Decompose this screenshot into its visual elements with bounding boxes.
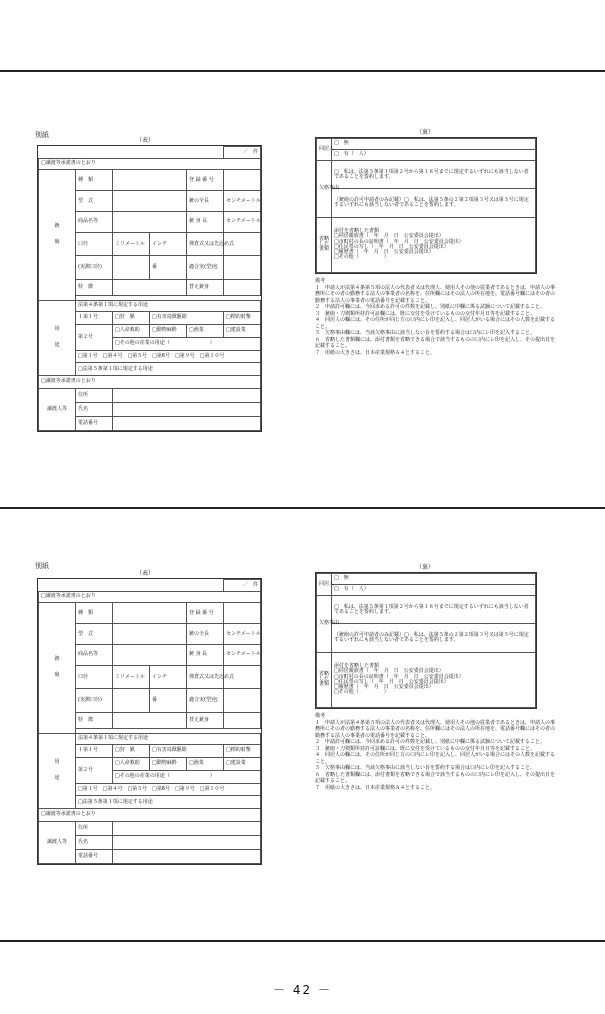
cell-mech: 弾倉式又は先込め式 xyxy=(187,233,224,256)
cell-gauge: 番 xyxy=(150,689,187,712)
use-header: 法第４条第１項に規定する用途 xyxy=(76,733,261,745)
use-header: 法第４条第１項に規定する用途 xyxy=(76,300,261,312)
use-rescue: □人命救助 xyxy=(113,324,150,337)
party-label: 譲渡人等 xyxy=(39,388,76,430)
use-anesthesia: □動物麻酔 xyxy=(150,757,187,770)
cell-repl: 替え銃身 xyxy=(187,279,224,295)
use-law: □法第５条第１項に規定する用途 xyxy=(76,363,261,376)
cell-product: 商品名等 xyxy=(76,212,113,233)
use-shoot: □標的射撃 xyxy=(224,745,261,758)
use-no2: 第２号 xyxy=(76,757,113,783)
back-omit-title: 省略した書類 xyxy=(317,652,332,707)
omit-line: □同居親族書（ 年 月 日 公安委員会提出） xyxy=(334,668,444,675)
use-hunt: □狩 猟 xyxy=(113,745,150,758)
cell-model: 型 式 xyxy=(76,624,113,645)
cell-actual: (実測口径) xyxy=(76,689,113,712)
note-item: ５ 欠格事由欄には、当該欠格事由に該当しない旨を誓約する場合は口内にレ印を記入すること。 xyxy=(315,330,536,336)
bottom-rule xyxy=(0,940,605,942)
cell-barrel-unit: センチメートル xyxy=(224,645,261,666)
note-item: ７ 用紙の大きさは、日本産業規格Ａ４とすること。 xyxy=(315,349,436,356)
use-law: □法第５条第１項に規定する用途 xyxy=(76,796,261,809)
count-cell: ／ 件 xyxy=(224,580,261,592)
use-other: □その他の産業の用途（ ） xyxy=(113,770,261,783)
cell-inch: インチ xyxy=(150,666,187,689)
note-item: ６ 省略した書類欄には、添付書類を省略できる場合で該当するものの口内にレ印を記入し、その提出日を記載すること。 xyxy=(315,771,556,784)
row-assign: □譲渡等承諾書のとおり xyxy=(39,158,261,170)
cell-length-unit: センチメートル xyxy=(224,191,261,212)
omit-line: □履歴書（ 年 月 日 公安委員会提出） xyxy=(334,249,434,256)
notes-title: 備考 xyxy=(315,278,326,284)
back-disq-title: 欠格事由 xyxy=(317,596,332,652)
cell-length-unit: センチメートル xyxy=(224,624,261,645)
cell-inch: インチ xyxy=(150,233,187,256)
note-item: ６ 省略した書類欄には、添付書類を省略できる場合で該当するものの口内にレ印を記入し、その提出日を記載すること。 xyxy=(315,336,556,349)
cell-reg-no: 登 録 番 号 xyxy=(187,603,224,624)
left-title: 別紙 xyxy=(35,131,49,139)
note-item: １ 申請人が法第４条第５項の法人の代表者又は代理人、使用人その他の従業者であるときは、申請人の事務所にその者の勤務する法人の事業者の名称を、住所欄にはその法人の所在地を、電話番号欄にはその者の勤務する法人の事業者の電話番号を記載すること。 xyxy=(315,719,556,739)
party-label: 譲渡人等 xyxy=(39,821,76,863)
back-have: □ 有（ 人） xyxy=(332,585,536,596)
use-rescue: □人命救助 xyxy=(113,757,150,770)
back-disq-text2: （銃砲の許可申請者のみ記載）□ 私は、法第５条の２第２項第３号又は第５号に規定するいずれにも該当しない者であることを誓約します。 xyxy=(332,624,536,652)
cell-feature: 特 徴 xyxy=(76,279,113,295)
back-disq-text: □ 私は、法第５条第１項第２号から第１８号までに規定するいずれにも該当しない者であることを誓約します。 xyxy=(332,161,536,189)
back-label: （裏） xyxy=(415,129,434,136)
back-none: □ 無 xyxy=(332,139,536,150)
cell-bore-unit: ミリメートル xyxy=(113,233,150,256)
note-item: ５ 欠格事由欄には、当該欠格事由に該当しない旨を誓約する場合は口内にレ印を記入すること。 xyxy=(315,765,536,771)
use-fish: □漁業 xyxy=(187,757,224,770)
cell-total: 適合実(型)包 xyxy=(187,689,224,712)
note-item: ３ 銃砲・刀剣類所持許可証欄には、既に交付を受けているものの交付年月日等を記載すること。 xyxy=(315,310,536,317)
back-have: □ 有（ 人） xyxy=(332,150,536,161)
note-item: ３ 銃砲・刀剣類所持許可証欄には、既に交付を受けているものの交付年月日等を記載すること。 xyxy=(315,745,536,752)
party-tel: 電話番号 xyxy=(76,849,113,863)
use-harm: □有害鳥獣駆除 xyxy=(150,745,224,758)
party-addr: 住所 xyxy=(76,821,113,835)
cell-total: 適合実(型)包 xyxy=(187,256,224,279)
omit-line: □市町村の長の証明書（ 年 月 日 公安委員会提出） xyxy=(334,238,464,245)
middle-rule xyxy=(0,507,605,509)
use-row: □第１号 □第４号 □第５号 □第6号 □第９号 □第１０号 xyxy=(76,783,261,796)
back-disq-title: 欠格事由 xyxy=(317,161,332,217)
front-table: ／ 件 □譲渡等承諾書のとおり 銃 砲 種 類 登 録 番 号 型 式 銃の全長 センチメートル 商品名等 銃 身 長 センチメートル 口径 ミリメートル インチ 弾倉式又は先込め式 (実測口径) 番 適合実(型)包 特 徴 替え銃身 用 途 法第４条第１項に規定する用途 １第１号 □狩 猟 □有害鳥獣駆除 □標的射撃 第２号 □人命救助 □動物麻酔 □漁業 □建設業 □その他の産業の用途（ ） □第１号 □第４号 □第５号 □第6号 □第９号 □第１０号 □法第５条第１項に規定する用途 □譲渡等承諾書のとおり 譲渡人等 住所 氏名 電話番号 xyxy=(37,145,262,432)
note-item: ２ 申請許可欄には、今回求める許可の件数を記載し、別紙に中欄に係る試験について記載すること。 xyxy=(315,739,545,745)
use-no1: １第１号 xyxy=(76,312,113,325)
left-title: 別紙 xyxy=(35,562,49,570)
cell-gauge: 番 xyxy=(150,256,187,279)
cell-length: 銃の全長 xyxy=(187,624,224,645)
notes-block xyxy=(315,713,555,791)
omit-line: □その他（ ） xyxy=(334,689,389,696)
front-table: ／ 件 □譲渡等承諾書のとおり 銃 砲 種 類 登 録 番 号 型 式 銃の全長 センチメートル 商品名等 銃 身 長 センチメートル 口径 ミリメートル インチ 弾倉式又は先込め式 (実測口径) 番 適合実(型)包 特 徴 替え銃身 用 途 法第４条第１項に規定する用途 １第１号 □狩 猟 □有害鳥獣駆除 □標的射撃 第２号 □人命救助 □動物麻酔 □漁業 □建設業 □その他の産業の用途（ ） □第１号 □第４号 □第５号 □第6号 □第９号 □第１０号 □法第５条第１項に規定する用途 □譲渡等承諾書のとおり 譲渡人等 住所 氏名 電話番号 xyxy=(37,578,262,865)
cell-actual: (実測口径) xyxy=(76,256,113,279)
use-anesthesia: □動物麻酔 xyxy=(150,324,187,337)
note-item: １ 申請人が法第４条第５項の法人の代表者又は代理人、使用人その他の従業者であるときは、申請人の事務所にその者の勤務する法人の事業者の名称を、住所欄にはその法人の所在地を、電話番号欄にはその者の勤務する法人の事業者の電話番号を記載すること。 xyxy=(315,284,556,304)
back-disq-text2: （銃砲の許可申請者のみ記載）□ 私は、法第５条の２第２項第３号又は第５号に規定するいずれにも該当しない者であることを誓約します。 xyxy=(332,189,536,217)
use-hunt: □狩 猟 xyxy=(113,312,150,325)
omit-line: □同居親族書（ 年 月 日 公安委員会提出） xyxy=(334,233,444,240)
use-harm: □有害鳥獣駆除 xyxy=(150,312,224,325)
cell-mech: 弾倉式又は先込め式 xyxy=(187,666,224,689)
page-number: － 42 － xyxy=(273,983,332,997)
omit-line: □履歴書（ 年 月 日 公安委員会提出） xyxy=(334,684,434,691)
note-item: ４ 同居人の欄には、その住所が同じ方の口内にレ印を記入し、同居人がいる場合にはその人数を記載すること。 xyxy=(315,317,556,330)
omit-line: □住民票の写し（ 年 月 日 公安委員会提出） xyxy=(334,678,449,685)
note-item: ７ 用紙の大きさは、日本産業規格Ａ４とすること。 xyxy=(315,784,436,791)
omit-line: 添付を省略した書類 xyxy=(334,228,380,235)
back-disq-text: □ 私は、法第５条第１項第２号から第１８号までに規定するいずれにも該当しない者であることを誓約します。 xyxy=(332,596,536,624)
cell-kind: 種 類 xyxy=(76,603,113,624)
use-build: □建設業 xyxy=(224,757,261,770)
omit-line: 添付を省略した書類 xyxy=(334,663,380,670)
row-assign: □譲渡等承諾書のとおり xyxy=(39,591,261,603)
party-name: 氏名 xyxy=(76,835,113,849)
back-omit-title: 省略した書類 xyxy=(317,217,332,272)
notes-title: 備考 xyxy=(315,713,326,719)
cell-feature: 特 徴 xyxy=(76,712,113,728)
back-none: □ 無 xyxy=(332,574,536,585)
cell-reg-no: 登 録 番 号 xyxy=(187,170,224,191)
cell-length: 銃の全長 xyxy=(187,191,224,212)
party-name: 氏名 xyxy=(76,402,113,416)
cell-barrel: 銃 身 長 xyxy=(187,212,224,233)
cell-model: 型 式 xyxy=(76,191,113,212)
use-row: □第１号 □第４号 □第５号 □第6号 □第９号 □第１０号 xyxy=(76,350,261,363)
count-cell: ／ 件 xyxy=(224,147,261,159)
front-label: （表） xyxy=(135,570,154,577)
omit-line: □住民票の写し（ 年 月 日 公安委員会提出） xyxy=(334,243,449,250)
top-rule xyxy=(0,70,605,72)
back-label: （裏） xyxy=(415,564,434,571)
front-label: （表） xyxy=(135,137,154,144)
note-item: ２ 申請許可欄には、今回求める許可の件数を記載し、別紙に中欄に係る試験について記載すること。 xyxy=(315,304,545,310)
omit-line: □市町村の長の証明書（ 年 月 日 公安委員会提出） xyxy=(334,673,464,680)
cell-bore: 口径 xyxy=(76,666,113,689)
use-no1: １第１号 xyxy=(76,745,113,758)
cell-barrel-unit: センチメートル xyxy=(224,212,261,233)
assign-row: □譲渡等承諾書のとおり xyxy=(39,376,261,389)
use-no2: 第２号 xyxy=(76,324,113,350)
notes-block xyxy=(315,278,555,356)
back-table: 同居人 □ 無 □ 有（ 人） 欠格事由 □ 私は、法第５条第１項第２号から第１８号までに規定するいずれにも該当しない者であることを誓約します。 （銃砲の許可申請者のみ記載）□ 私は、法第５条の２第２項第３号又は第５号に規定するいずれにも該当しない者であることを誓約します。 省略した書類 添付を省略した書類 □同居親族書（ 年 月 日 公安委員会提出） □市町村の長の証明書（ 年 月 日 公安委員会提出） □住民票の写し（ 年 月 日 公安委員会提出） □履歴書（ 年 月 日 公安委員会提出） □その他（ ） xyxy=(315,572,537,709)
party-tel: 電話番号 xyxy=(76,416,113,430)
note-item: ４ 同居人の欄には、その住所が同じ方の口内にレ印を記入し、同居人がいる場合にはその人数を記載すること。 xyxy=(315,752,556,765)
cell-barrel: 銃 身 長 xyxy=(187,645,224,666)
cell-kind: 種 類 xyxy=(76,170,113,191)
cell-repl: 替え銃身 xyxy=(187,712,224,728)
cell-bore: 口径 xyxy=(76,233,113,256)
cell-bore-unit: ミリメートル xyxy=(113,666,150,689)
use-build: □建設業 xyxy=(224,324,261,337)
use-fish: □漁業 xyxy=(187,324,224,337)
omit-line: □その他（ ） xyxy=(334,254,389,261)
party-addr: 住所 xyxy=(76,388,113,402)
cell-product: 商品名等 xyxy=(76,645,113,666)
use-shoot: □標的射撃 xyxy=(224,312,261,325)
use-other: □その他の産業の用途（ ） xyxy=(113,337,261,350)
assign-row: □譲渡等承諾書のとおり xyxy=(39,809,261,822)
back-table: 同居人 □ 無 □ 有（ 人） 欠格事由 □ 私は、法第５条第１項第２号から第１８号までに規定するいずれにも該当しない者であることを誓約します。 （銃砲の許可申請者のみ記載）□ 私は、法第５条の２第２項第３号又は第５号に規定するいずれにも該当しない者であることを誓約します。 省略した書類 添付を省略した書類 □同居親族書（ 年 月 日 公安委員会提出） □市町村の長の証明書（ 年 月 日 公安委員会提出） □住民票の写し（ 年 月 日 公安委員会提出） □履歴書（ 年 月 日 公安委員会提出） □その他（ ） xyxy=(315,137,537,274)
